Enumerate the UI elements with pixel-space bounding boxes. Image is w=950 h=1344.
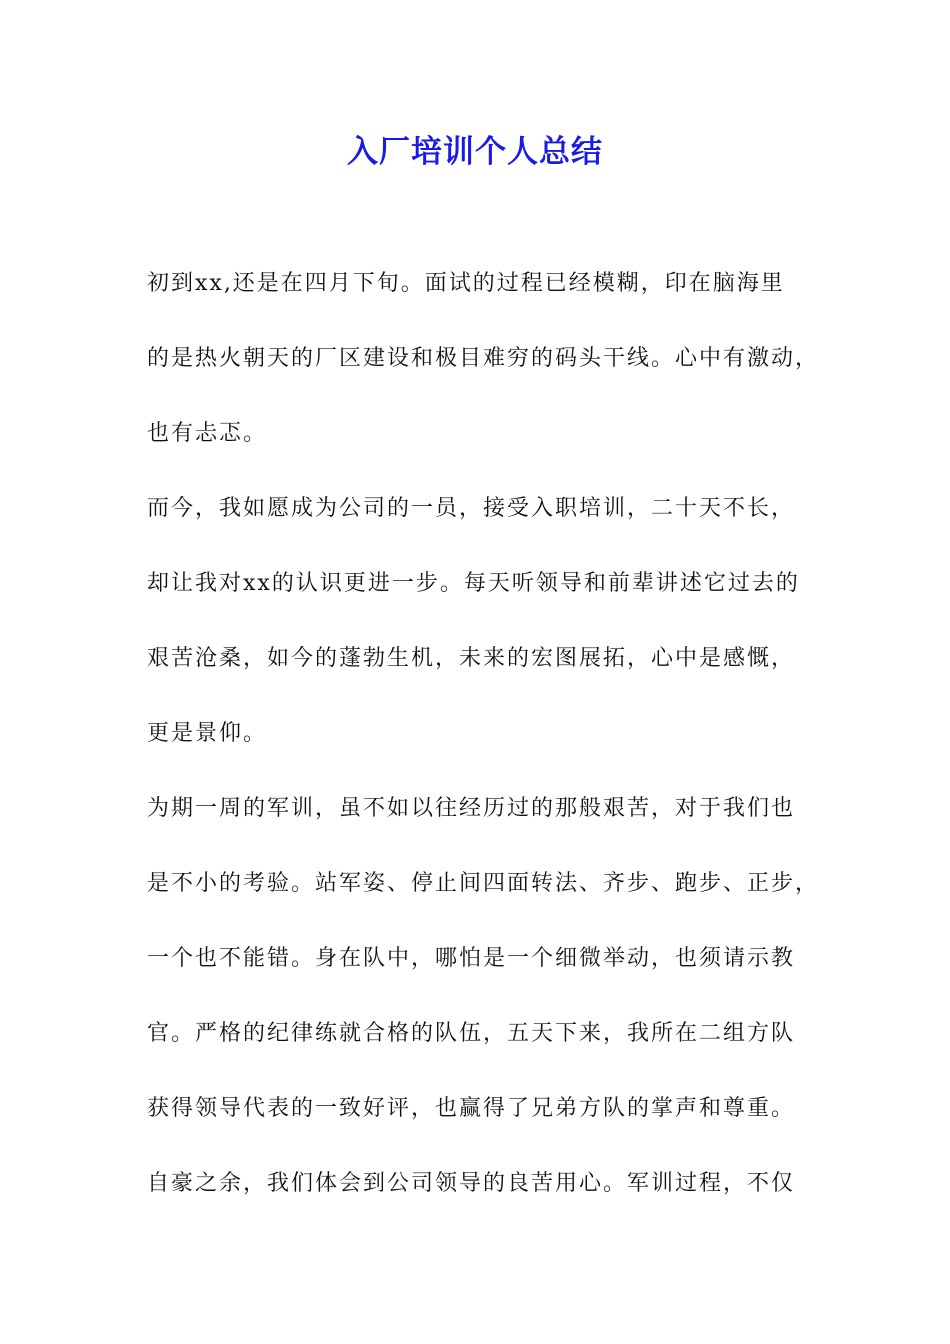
text-line: 而今，我如愿成为公司的一员，接受入职培训，二十天不长，	[147, 496, 796, 521]
text-line: 却让我对xx的认识更进一步。每天听领导和前辈讲述它过去的	[147, 571, 800, 596]
text-line: 艰苦沧桑，如今的蓬勃生机，未来的宏图展拓，心中是感慨，	[147, 646, 796, 671]
text-line: 的是热火朝天的厂区建设和极目难穷的码头干线。心中有激动，	[147, 346, 820, 371]
text-line: 也有忐忑。	[147, 421, 268, 446]
text-line: 获得领导代表的一致好评，也赢得了兄弟方队的掌声和尊重。	[147, 1096, 796, 1121]
text-line: 官。严格的纪律练就合格的队伍，五天下来，我所在二组方队	[147, 1021, 796, 1046]
text-line: 初到xx,还是在四月下旬。面试的过程已经模糊，印在脑海里	[147, 271, 785, 296]
text-line: 为期一周的军训，虽不如以往经历过的那般艰苦，对于我们也	[147, 796, 796, 821]
text-line: 更是景仰。	[147, 721, 268, 746]
document-title: 入厂培训个人总结	[347, 134, 603, 170]
text-line: 是不小的考验。站军姿、停止间四面转法、齐步、跑步、正步，	[147, 871, 820, 896]
text-line: 自豪之余，我们体会到公司领导的良苦用心。军训过程，不仅	[147, 1171, 796, 1196]
document-body	[147, 262, 827, 1237]
text-line: 一个也不能错。身在队中，哪怕是一个细微举动，也须请示教	[147, 946, 796, 971]
